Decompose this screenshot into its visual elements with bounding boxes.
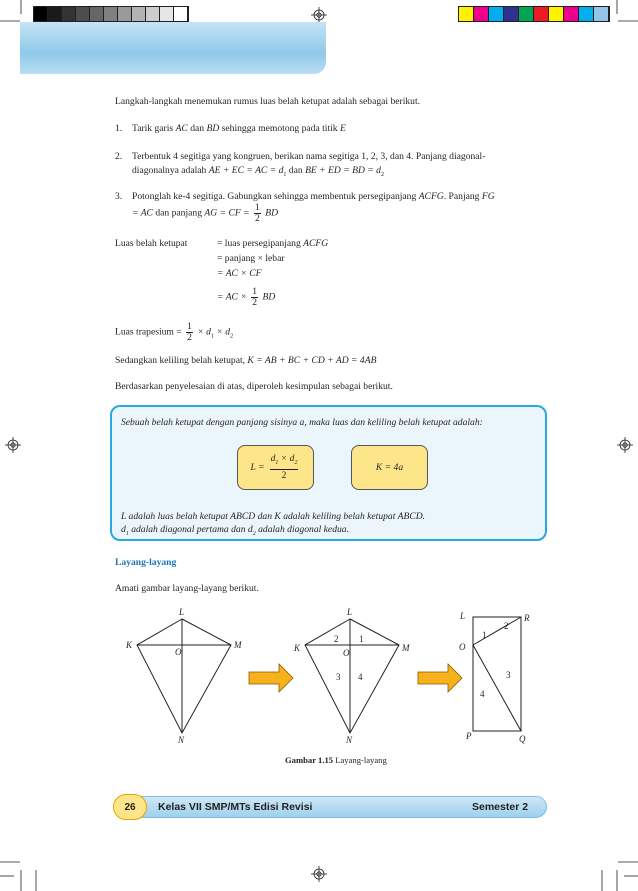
- luas-ketupat-row-1: = luas persegipanjang ACFG: [217, 238, 329, 249]
- step-3-line-2: = AC dan panjang AG = CF = $\frac{1}{2}$ BD: [132, 202, 278, 224]
- footer-book-title: Kelas VII SMP/MTs Edisi Revisi: [158, 801, 313, 813]
- step-3-line-1: Potonglah ke-4 segitiga. Gabungkan sehingga membentuk persegipanjang ACFG. Panjang FG: [132, 191, 495, 202]
- formula-keliling: K = 4a: [351, 445, 428, 490]
- arrow-2: [418, 664, 462, 692]
- figure-caption: Gambar 1.15 Layang-layang: [285, 755, 387, 765]
- luas-ketupat-row-2: = panjang × lebar: [217, 253, 285, 264]
- conclusion-box-title: Sebuah belah ketupat dengan panjang sisinya a, maka luas dan keliling belah ketupat adalah:: [121, 417, 483, 428]
- section-intro: Amati gambar layang-layang berikut.: [115, 583, 259, 594]
- rect-region-4: 4: [480, 689, 485, 699]
- kite-1-label-O: O: [175, 647, 182, 657]
- luas-ketupat-row-3: = AC × CF: [217, 268, 262, 279]
- arrow-1: [249, 664, 293, 692]
- step-3-fraction: $\frac{1}{2}$: [255, 202, 260, 224]
- conclusion-note-2: $d_1$ adalah diagonal pertama dan $d_2$ adalah diagonal kedua.: [121, 524, 349, 537]
- kite-1-shape: [137, 619, 231, 733]
- rect-label-L: L: [460, 611, 466, 621]
- kite-2-label-M: M: [402, 643, 410, 653]
- luas-trapesium-fraction: $\frac{1}{2}$: [187, 321, 192, 343]
- kite-1-label-K: K: [126, 640, 133, 650]
- luas-ketupat-label: Luas belah ketupat: [115, 238, 188, 249]
- kite-2-label-L: L: [347, 607, 353, 617]
- step-3-number: 3.: [115, 191, 123, 202]
- keliling-text: Sedangkan keliling belah ketupat, K = AB + BC + CD + AD = 4AB: [115, 355, 377, 366]
- formula-luas: L = $\frac{d_1 \times d_2}{2}$: [237, 445, 314, 490]
- step-1-number: 1.: [115, 123, 123, 134]
- kite-1-label-L: L: [179, 607, 185, 617]
- conclusion-note-1: L adalah luas belah ketupat ABCD dan K adalah keliling belah ketupat ABCD.: [121, 511, 426, 522]
- luas-ketupat-fraction: $\frac{1}{2}$: [252, 286, 258, 308]
- step-2-line-2: diagonalnya adalah AE + EC = AC = $d_1$ dan BE + ED = BD = $d_2$: [132, 165, 384, 178]
- step-1-text: Tarik garis AC dan BD sehingga memotong pada titik E: [132, 123, 346, 134]
- kite-2-region-4: 4: [358, 672, 363, 682]
- footer-page-number: 26: [124, 801, 136, 813]
- kite-2-region-3: 3: [336, 672, 341, 682]
- rect-label-Q: Q: [519, 734, 526, 744]
- luas-ketupat-row-4: = AC × $\frac{1}{2}$ BD: [217, 286, 276, 308]
- rectangle-shape: [473, 617, 521, 731]
- kite-2-label-K: K: [294, 643, 301, 653]
- kite-2-shape: [305, 619, 399, 733]
- footer-semester: Semester 2: [472, 801, 529, 813]
- luas-trapesium: Luas trapesium = $\frac{1}{2}$ × $d_1 \times d_2$: [115, 321, 234, 343]
- footer-page-badge: [113, 794, 147, 820]
- rect-region-3: 3: [506, 670, 511, 680]
- rect-region-1: 1: [482, 630, 487, 640]
- kite-2-region-1: 1: [359, 634, 364, 644]
- step-2-line-1: Terbentuk 4 segitiga yang kongruen, berikan nama segitiga 1, 2, 3, dan 4. Panjang diagonal-: [132, 151, 486, 162]
- kite-2-label-O: O: [343, 648, 350, 658]
- kite-2-label-N: N: [346, 735, 353, 745]
- intro-text: Langkah-langkah menemukan rumus luas belah ketupat adalah sebagai berikut.: [115, 96, 421, 107]
- rect-region-2: 2: [504, 621, 509, 631]
- rect-label-O: O: [459, 642, 466, 652]
- rect-label-R: R: [524, 613, 530, 623]
- section-title: Layang-layang: [115, 557, 177, 568]
- conclusion-intro: Berdasarkan penyelesaian di atas, diperoleh kesimpulan sebagai berikut.: [115, 381, 393, 392]
- kite-1-label-M: M: [234, 640, 242, 650]
- rect-label-P: P: [466, 731, 472, 741]
- kite-1-label-N: N: [178, 735, 185, 745]
- step-2-number: 2.: [115, 151, 123, 162]
- kite-2-region-2: 2: [334, 634, 339, 644]
